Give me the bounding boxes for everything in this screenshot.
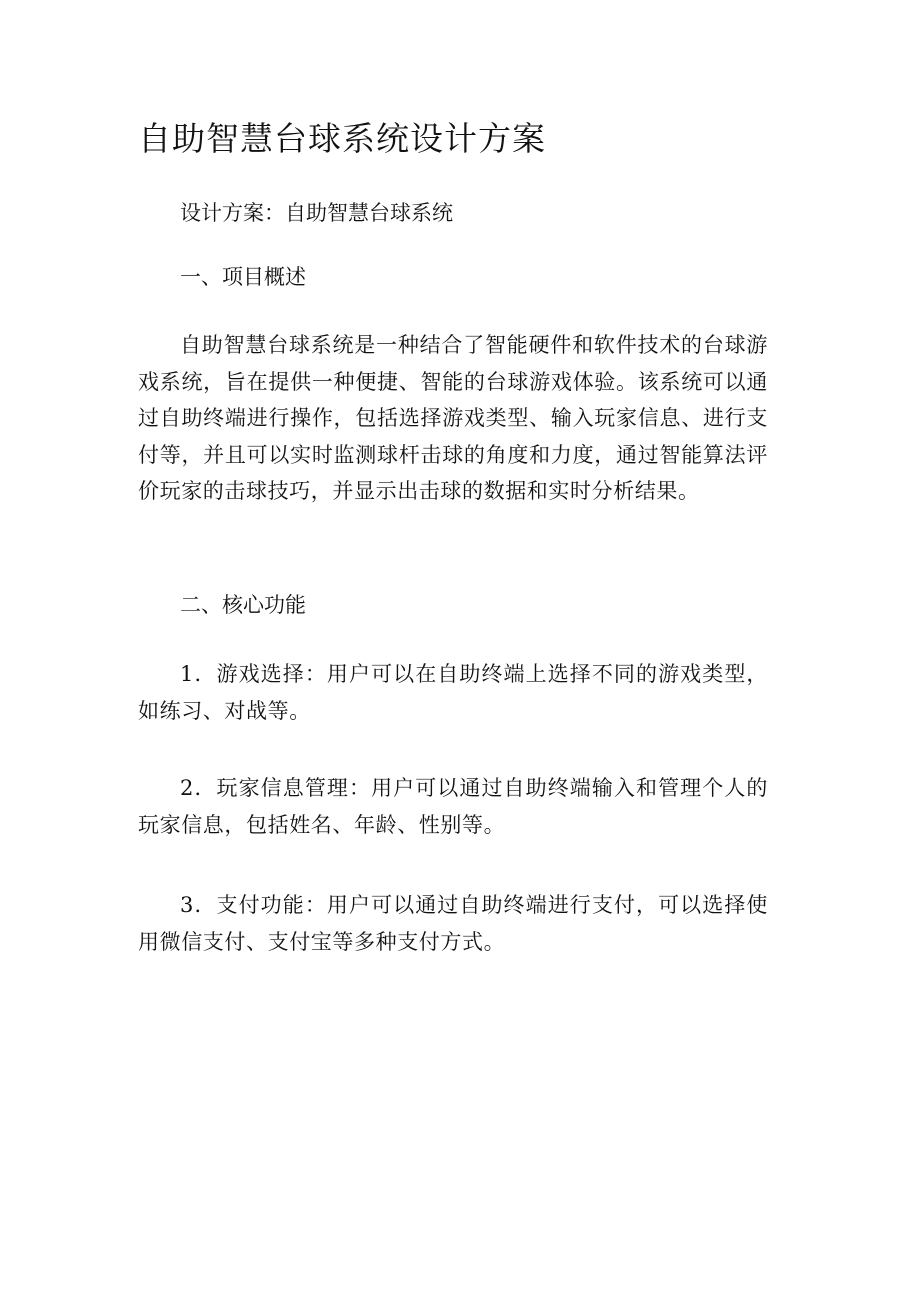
section-heading-core-features: 二、核心功能 (180, 593, 306, 617)
overview-paragraph: 自助智慧台球系统是一种结合了智能硬件和软件技术的台球游戏系统，旨在提供一种便捷、智能的台球游戏体验。该系统可以通过自助终端进行操作，包括选择游戏类型、输入玩家信息、进行支付等，并且可以实时监测球杆击球的角度和力度，通过智能算法评价玩家的击球技巧，并显示出击球的数据和实时分析结果。 (138, 333, 768, 503)
feature-item-player-info: 2．玩家信息管理：用户可以通过自助终端输入和管理个人的玩家信息，包括姓名、年龄、性别等。 (138, 776, 768, 837)
feature-item-payment: 3．支付功能：用户可以通过自助终端进行支付，可以选择使用微信支付、支付宝等多种支付方式。 (138, 893, 768, 954)
feature-item-game-selection: 1．游戏选择：用户可以在自助终端上选择不同的游戏类型，如练习、对战等。 (138, 662, 768, 723)
document-title: 自助智慧台球系统设计方案 (138, 119, 546, 158)
document-subtitle: 设计方案：自助智慧台球系统 (180, 201, 453, 225)
section-heading-overview: 一、项目概述 (180, 265, 306, 289)
